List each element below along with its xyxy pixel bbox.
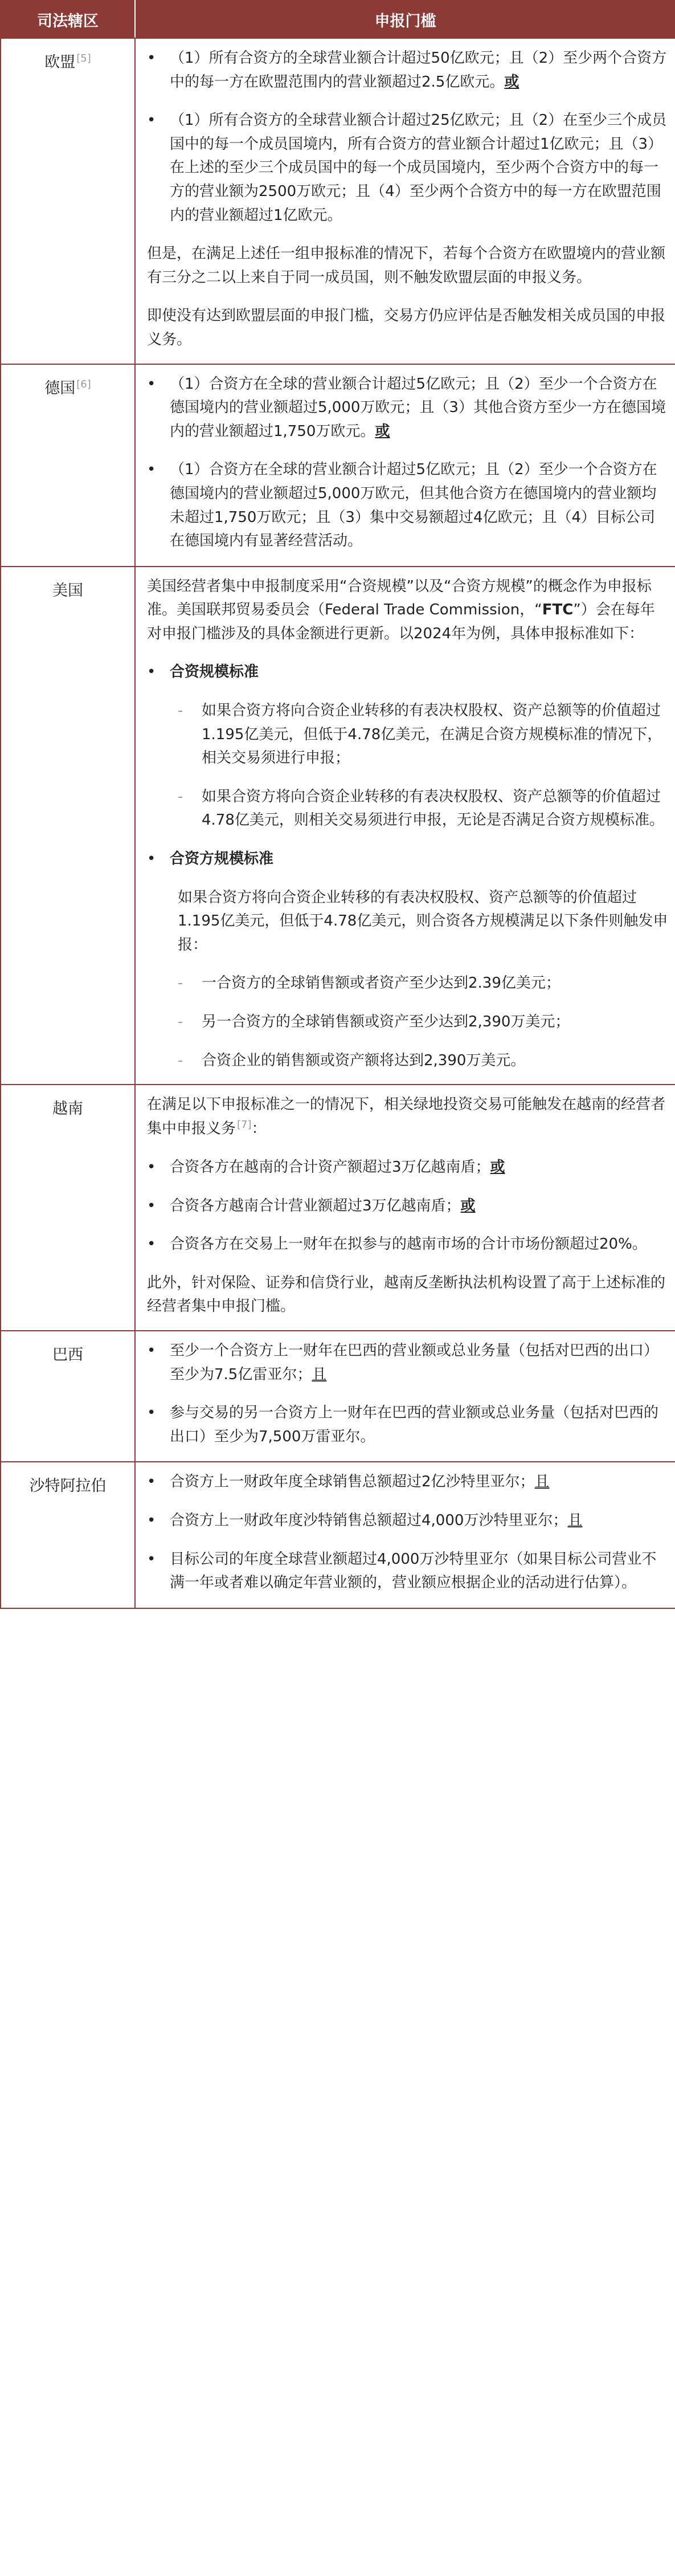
bullet-icon: •	[147, 1473, 156, 1491]
sub-list-item	[147, 699, 668, 771]
intro-end: ：	[251, 1120, 267, 1138]
list-item	[147, 47, 668, 94]
jurisdiction-cell-eu	[1, 38, 135, 364]
criteria-text: 一合资方的全球销售额或者资产至少达到2.39亿美元；	[202, 975, 561, 992]
or-connector: 或	[460, 1197, 476, 1214]
list-item	[147, 1233, 668, 1257]
jurisdiction-name: 越南	[52, 1100, 83, 1118]
bullet-icon: •	[147, 1342, 156, 1359]
jurisdiction-name: 欧盟	[44, 54, 76, 71]
jurisdiction-name: 巴西	[52, 1346, 83, 1364]
threshold-cell-vn	[135, 1085, 675, 1331]
threshold-cell-br	[135, 1331, 675, 1462]
jurisdiction-name: 沙特阿拉伯	[29, 1477, 107, 1495]
table-header-row	[1, 1, 675, 38]
jurisdiction-cell-br	[1, 1331, 135, 1462]
list-item	[147, 1509, 668, 1533]
and-connector: 且	[534, 1473, 550, 1491]
list-item	[147, 458, 668, 553]
section-heading: 合资规模标准	[170, 663, 259, 681]
jurisdiction-cell-de	[1, 364, 135, 566]
jurisdiction-cell-us	[1, 566, 135, 1085]
list-item	[147, 661, 668, 684]
sub-list-item	[147, 785, 668, 833]
criteria-intro: 如果合资方将向合资企业转移的有表决权股权、资产总额等的价值超过1.195亿美元，但低于4.78亿美元，则合资各方规模满足以下条件则触发申报：	[178, 888, 668, 953]
bullet-icon: •	[147, 1236, 156, 1253]
table-row-eu	[1, 38, 675, 364]
list-item	[147, 109, 668, 227]
table-row-de	[1, 364, 675, 566]
header-threshold: 申报门槛	[135, 1, 675, 38]
bullet-icon: •	[147, 1197, 156, 1214]
bullet-icon: •	[147, 112, 156, 129]
list-item	[147, 1470, 668, 1494]
criteria-text: 至少一个合资方上一财年在巴西的营业额或总业务量（包括对巴西的出口）至少为7.5亿雷亚尔；	[170, 1342, 659, 1383]
dash-icon: -	[178, 975, 183, 992]
list-item	[147, 847, 668, 871]
bullet-icon: •	[147, 663, 156, 681]
criteria-text: 合资各方在越南的合计资产额超过3万亿越南盾；	[170, 1159, 490, 1176]
footnote-ref[interactable]: [5]	[76, 52, 91, 64]
or-connector: 或	[490, 1159, 505, 1176]
jurisdiction-cell-sa	[1, 1462, 135, 1608]
bullet-icon: •	[147, 850, 156, 868]
table-row-sa	[1, 1462, 675, 1608]
note-paragraph: 即使没有达到欧盟层面的申报门槛，交易方仍应评估是否触发相关成员国的申报义务。	[147, 307, 666, 348]
bullet-icon: •	[147, 375, 156, 393]
criteria-text: 如果合资方将向合资企业转移的有表决权股权、资产总额等的价值超过4.78亿美元，则相关交易须进行申报，无论是否满足合资方规模标准。	[202, 788, 664, 829]
ftc-abbr: FTC	[542, 601, 574, 619]
criteria-text: 合资企业的销售额或资产额将达到2,390万美元。	[202, 1051, 526, 1069]
intro-paragraph	[147, 1093, 668, 1141]
list-item	[147, 1401, 668, 1449]
dash-icon: -	[178, 1051, 183, 1069]
list-item	[147, 1339, 668, 1387]
jurisdiction-cell-vn	[1, 1085, 135, 1331]
or-connector: 或	[504, 73, 519, 91]
criteria-text: 如果合资方将向合资企业转移的有表决权股权、资产总额等的价值超过1.195亿美元，但低于4.78亿美元，在满足合资方规模标准的情况下，相关交易须进行申报；	[202, 702, 662, 767]
threshold-cell-us	[135, 566, 675, 1085]
jurisdiction-name: 德国	[44, 379, 76, 397]
list-item	[147, 1195, 668, 1218]
table-row-br	[1, 1331, 675, 1462]
threshold-cell-de	[135, 364, 675, 566]
sub-list-item	[147, 1049, 668, 1073]
criteria-text: 合资方上一财政年度沙特销售总额超过4,000万沙特里亚尔；	[170, 1511, 568, 1529]
criteria-text: （1）所有合资方的全球营业额合计超过50亿欧元；且（2）至少两个合资方中的每一方在欧盟范围内的营业额超过2.5亿欧元。	[170, 50, 667, 91]
header-jurisdiction: 司法辖区	[1, 1, 135, 38]
bullet-icon: •	[147, 50, 156, 67]
section-heading: 合资方规模标准	[170, 850, 274, 868]
criteria-text: 合资方上一财政年度全球销售总额超过2亿沙特里亚尔；	[170, 1473, 535, 1491]
or-connector: 或	[375, 422, 390, 440]
and-connector: 且	[312, 1366, 327, 1383]
footnote-ref[interactable]: [7]	[237, 1118, 252, 1131]
jurisdiction-name: 美国	[52, 581, 83, 600]
criteria-text: （1）合资方在全球的营业额合计超过5亿欧元；且（2）至少一个合资方在德国境内的营业额超过5,000万欧元，但其他合资方在德国境内的营业额均未超过1,750万欧元；且（3）集中交易额超过4亿欧元；且（4）目标公司在德国境内有显著经营活动。	[170, 461, 657, 550]
list-item	[147, 1156, 668, 1180]
criteria-text: （1）所有合资方的全球营业额合计超过25亿欧元；且（2）在至少三个成员国中的每一个成员国境内，所有合资方的营业额合计超过1亿欧元；且（3）在上述的至少三个成员国中的每一个成员国境内，至少两个合资方中的每一方的营业额为2500万欧元；且（4）至少两个合资方中的每一方在欧盟范围内的营业额超过1亿欧元。	[170, 112, 667, 224]
dash-icon: -	[178, 1013, 183, 1030]
table-row-vn	[1, 1085, 675, 1331]
sub-list-item	[147, 972, 668, 996]
criteria-text: 另一合资方的全球销售额或资产至少达到2,390万美元；	[202, 1013, 570, 1030]
threshold-cell-eu	[135, 38, 675, 364]
intro-text: ”）会在每年对申报门槛涉及的具体金额进行更新。以2024年为例，具体申报标准如下：	[147, 601, 655, 642]
criteria-text: 目标公司的年度全球营业额超过4,000万沙特里亚尔（如果目标公司营业不满一年或者难以确定年营业额的，营业额应根据企业的活动进行估算）。	[170, 1550, 657, 1592]
bullet-icon: •	[147, 1404, 156, 1422]
criteria-text: 参与交易的另一合资方上一财年在巴西的营业额或总业务量（包括对巴西的出口）至少为7,500万雷亚尔。	[170, 1404, 659, 1445]
intro-paragraph	[147, 575, 668, 646]
intro-text: 在满足以下申报标准之一的情况下，相关绿地投资交易可能触发在越南的经营者集中申报义务	[147, 1096, 666, 1138]
bullet-icon: •	[147, 1159, 156, 1176]
intro-text: 美国经营者集中申报制度采用“合资规模”以及“合资方规模”的概念作为申报标准。美国联邦贸易委员会（Federal Trade Commission，“	[147, 577, 652, 619]
note-paragraph: 但是，在满足上述任一组申报标准的情况下，若每个合资方在欧盟境内的营业额有三分之二以上来自于同一成员国，则不触发欧盟层面的申报义务。	[147, 245, 666, 286]
dash-icon: -	[178, 788, 183, 805]
dash-icon: -	[178, 702, 183, 720]
sub-list-item	[147, 1010, 668, 1034]
criteria-text: 合资各方在交易上一财年在拟参与的越南市场的合计市场份额超过20%。	[170, 1236, 647, 1253]
list-item	[147, 1548, 668, 1595]
list-item	[147, 373, 668, 444]
criteria-text: （1）合资方在全球的营业额合计超过5亿欧元；且（2）至少一个合资方在德国境内的营业额超过5,000万欧元；且（3）其他合资方至少一方在德国境内的营业额超过1,750万欧元。	[170, 375, 666, 440]
bullet-icon: •	[147, 461, 156, 479]
table-row-us	[1, 566, 675, 1085]
note-paragraph: 此外，针对保险、证券和信贷行业，越南反垄断执法机构设置了高于上述标准的经营者集中申报门槛。	[147, 1274, 666, 1315]
bullet-icon: •	[147, 1511, 156, 1529]
threshold-cell-sa	[135, 1462, 675, 1608]
bullet-icon: •	[147, 1550, 156, 1568]
footnote-ref[interactable]: [6]	[76, 378, 91, 390]
and-connector: 且	[567, 1511, 583, 1529]
criteria-text: 合资各方越南合计营业额超过3万亿越南盾；	[170, 1197, 461, 1214]
